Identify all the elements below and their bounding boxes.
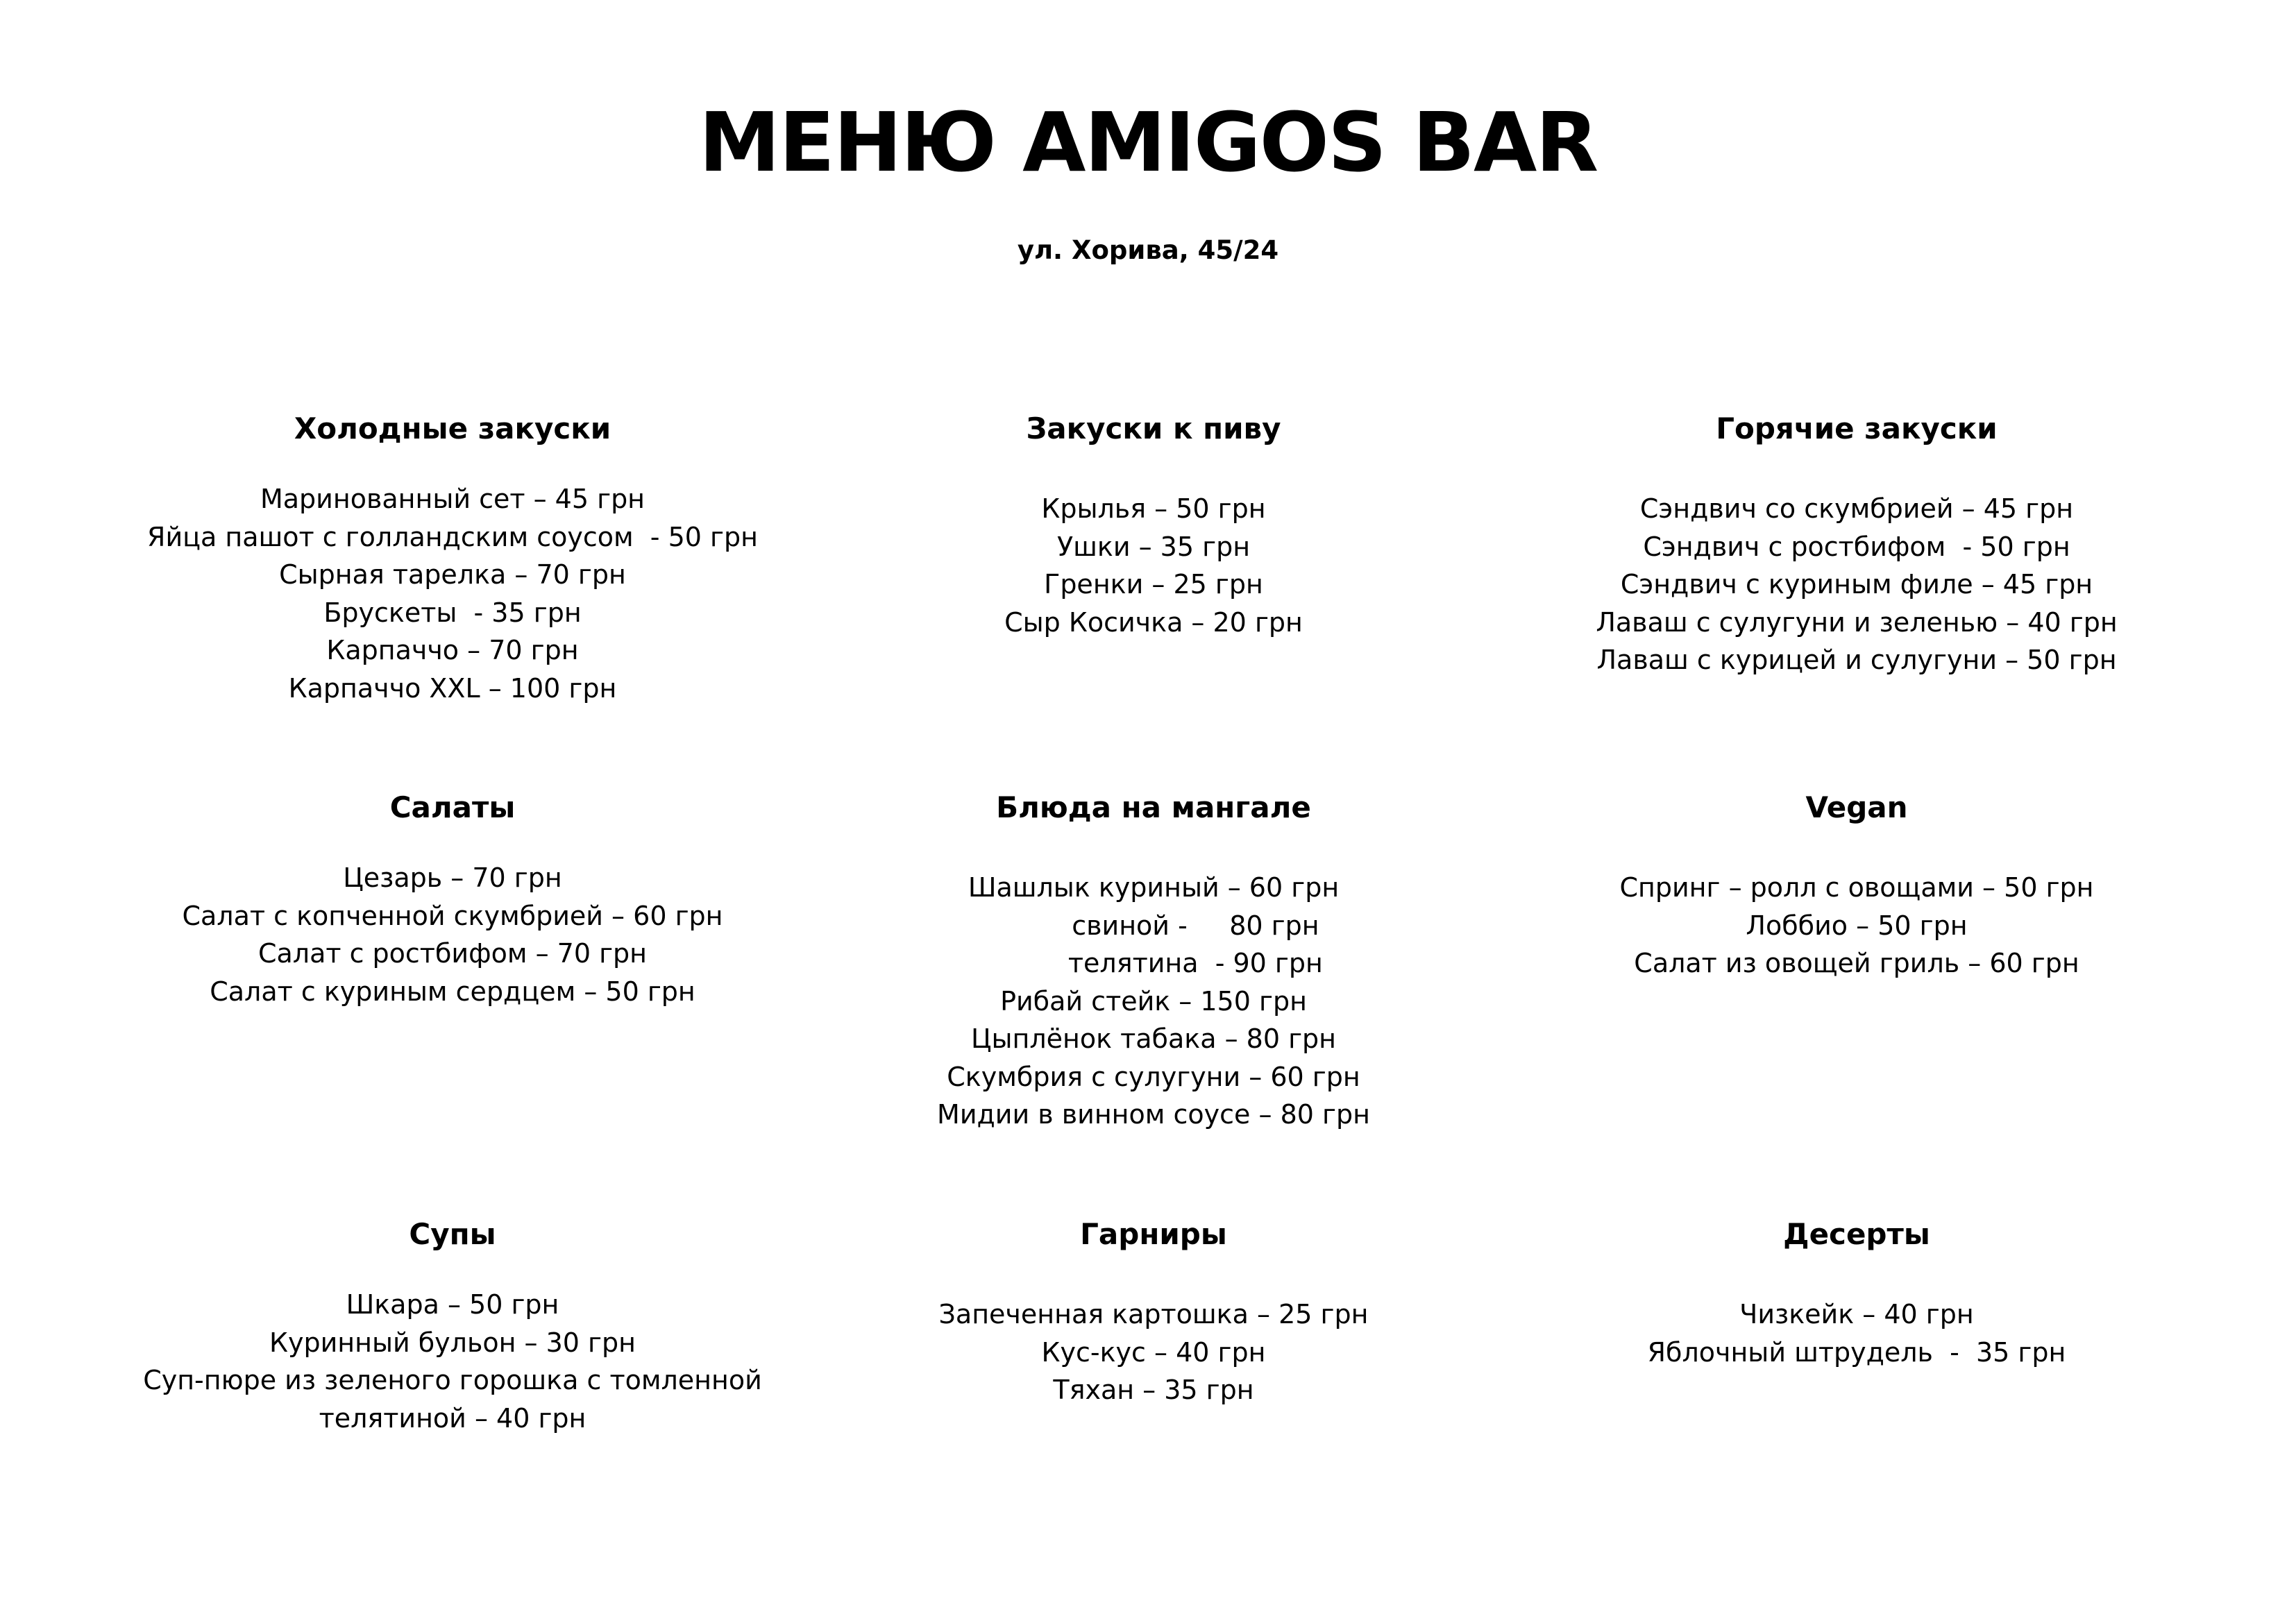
menu-item: Спринг – ролл с овощами – 50 грн [1619,872,2094,903]
menu-item: Запеченная картошка – 25 грн [938,1299,1369,1329]
section-beer-snacks [800,411,1508,641]
section-items [99,480,807,707]
menu-item: Чизкейк – 40 грн [1739,1299,1974,1329]
menu-item: телятиной – 40 грн [319,1402,586,1434]
section-items [1503,490,2211,679]
section-side-dishes [800,1216,1508,1409]
menu-item: Кус-кус – 40 грн [1041,1336,1266,1368]
menu-item: Салат с ростбифом – 70 грн [258,938,648,969]
menu-item: Шашлык куриный – 60 грн [968,872,1340,903]
section-cold-appetizers [99,411,807,707]
menu-item: Лоббио – 50 грн [1746,910,1968,941]
menu-item: Яйца пашот с голландским соусом - 50 грн [147,521,758,552]
menu-item: Скумбрия с сулугуни – 60 грн [947,1061,1360,1092]
menu-item: Салат с куриным сердцем – 50 грн [210,976,695,1007]
section-items [800,869,1508,1134]
section-title: Гарниры [1080,1217,1227,1251]
menu-item: Яблочный штрудель - 35 грн [1647,1336,2066,1368]
menu-item: Сэндвич со скумбрией – 45 грн [1639,493,2074,524]
menu-item: Карпаччо XXL – 100 грн [288,672,617,704]
menu-item: Сыр Косичка – 20 грн [1004,606,1303,638]
menu-item: Гренки – 25 грн [1044,569,1263,600]
menu-item: Брускеты - 35 грн [323,597,582,628]
menu-item: Тяхан – 35 грн [1053,1375,1254,1405]
menu-item: Лаваш с сулугуни и зеленью – 40 грн [1596,606,2118,638]
section-items [800,1295,1508,1409]
section-soups [99,1216,807,1437]
section-desserts [1503,1216,2211,1371]
bar-address: ул. Хорива, 45/24 [1017,235,1279,265]
section-title: Холодные закуски [294,411,611,445]
menu-item: Сэндвич с ростбифом - 50 грн [1643,531,2070,562]
menu-item: Сырная тарелка – 70 грн [279,559,626,590]
section-items [1503,1295,2211,1371]
section-items [99,1286,807,1437]
menu-item: Ушки – 35 грн [1056,531,1251,562]
menu-item: Маринованный сет – 45 грн [260,484,645,514]
section-vegan [1503,790,2211,983]
menu-item: Рибай стейк – 150 грн [1000,985,1307,1017]
section-title: Vegan [1805,790,1908,824]
menu-item: Цыплёнок табака – 80 грн [970,1023,1337,1054]
section-title: Блюда на мангале [996,790,1311,824]
menu-item: телятина - 90 грн [984,948,1323,978]
section-grill-dishes [800,790,1508,1134]
menu-title: МЕНЮ AMIGOS BAR [698,94,1598,190]
menu-item: Суп-пюре из зеленого горошка с томленной [143,1365,762,1395]
section-hot-appetizers [1503,411,2211,679]
section-title: Десерты [1783,1217,1930,1251]
section-title: Салаты [389,790,516,824]
menu-item: Шкара – 50 грн [346,1289,559,1320]
menu-item: Салат с копченной скумбрией – 60 грн [182,900,723,931]
menu-item: свиной - 80 грн [988,910,1319,941]
menu-item: Салат из овощей гриль – 60 грн [1634,948,2079,978]
section-title: Супы [409,1217,496,1251]
menu-item: Цезарь – 70 грн [343,863,562,893]
section-items [800,490,1508,641]
menu-item: Сэндвич с куриным филе – 45 грн [1620,569,2093,600]
menu-item: Куринный бульон – 30 грн [269,1327,636,1358]
section-items [1503,869,2211,983]
section-title: Горячие закуски [1716,411,1998,445]
menu-item: Мидии в винном соусе – 80 грн [937,1099,1370,1130]
section-title: Закуски к пиву [1026,411,1281,445]
menu-item: Лаваш с курицей и сулугуни – 50 грн [1596,645,2117,675]
section-items [99,859,807,1010]
menu-item: Крылья – 50 грн [1041,493,1266,524]
section-salads [99,790,807,1010]
menu-item: Карпаччо – 70 грн [326,635,579,665]
